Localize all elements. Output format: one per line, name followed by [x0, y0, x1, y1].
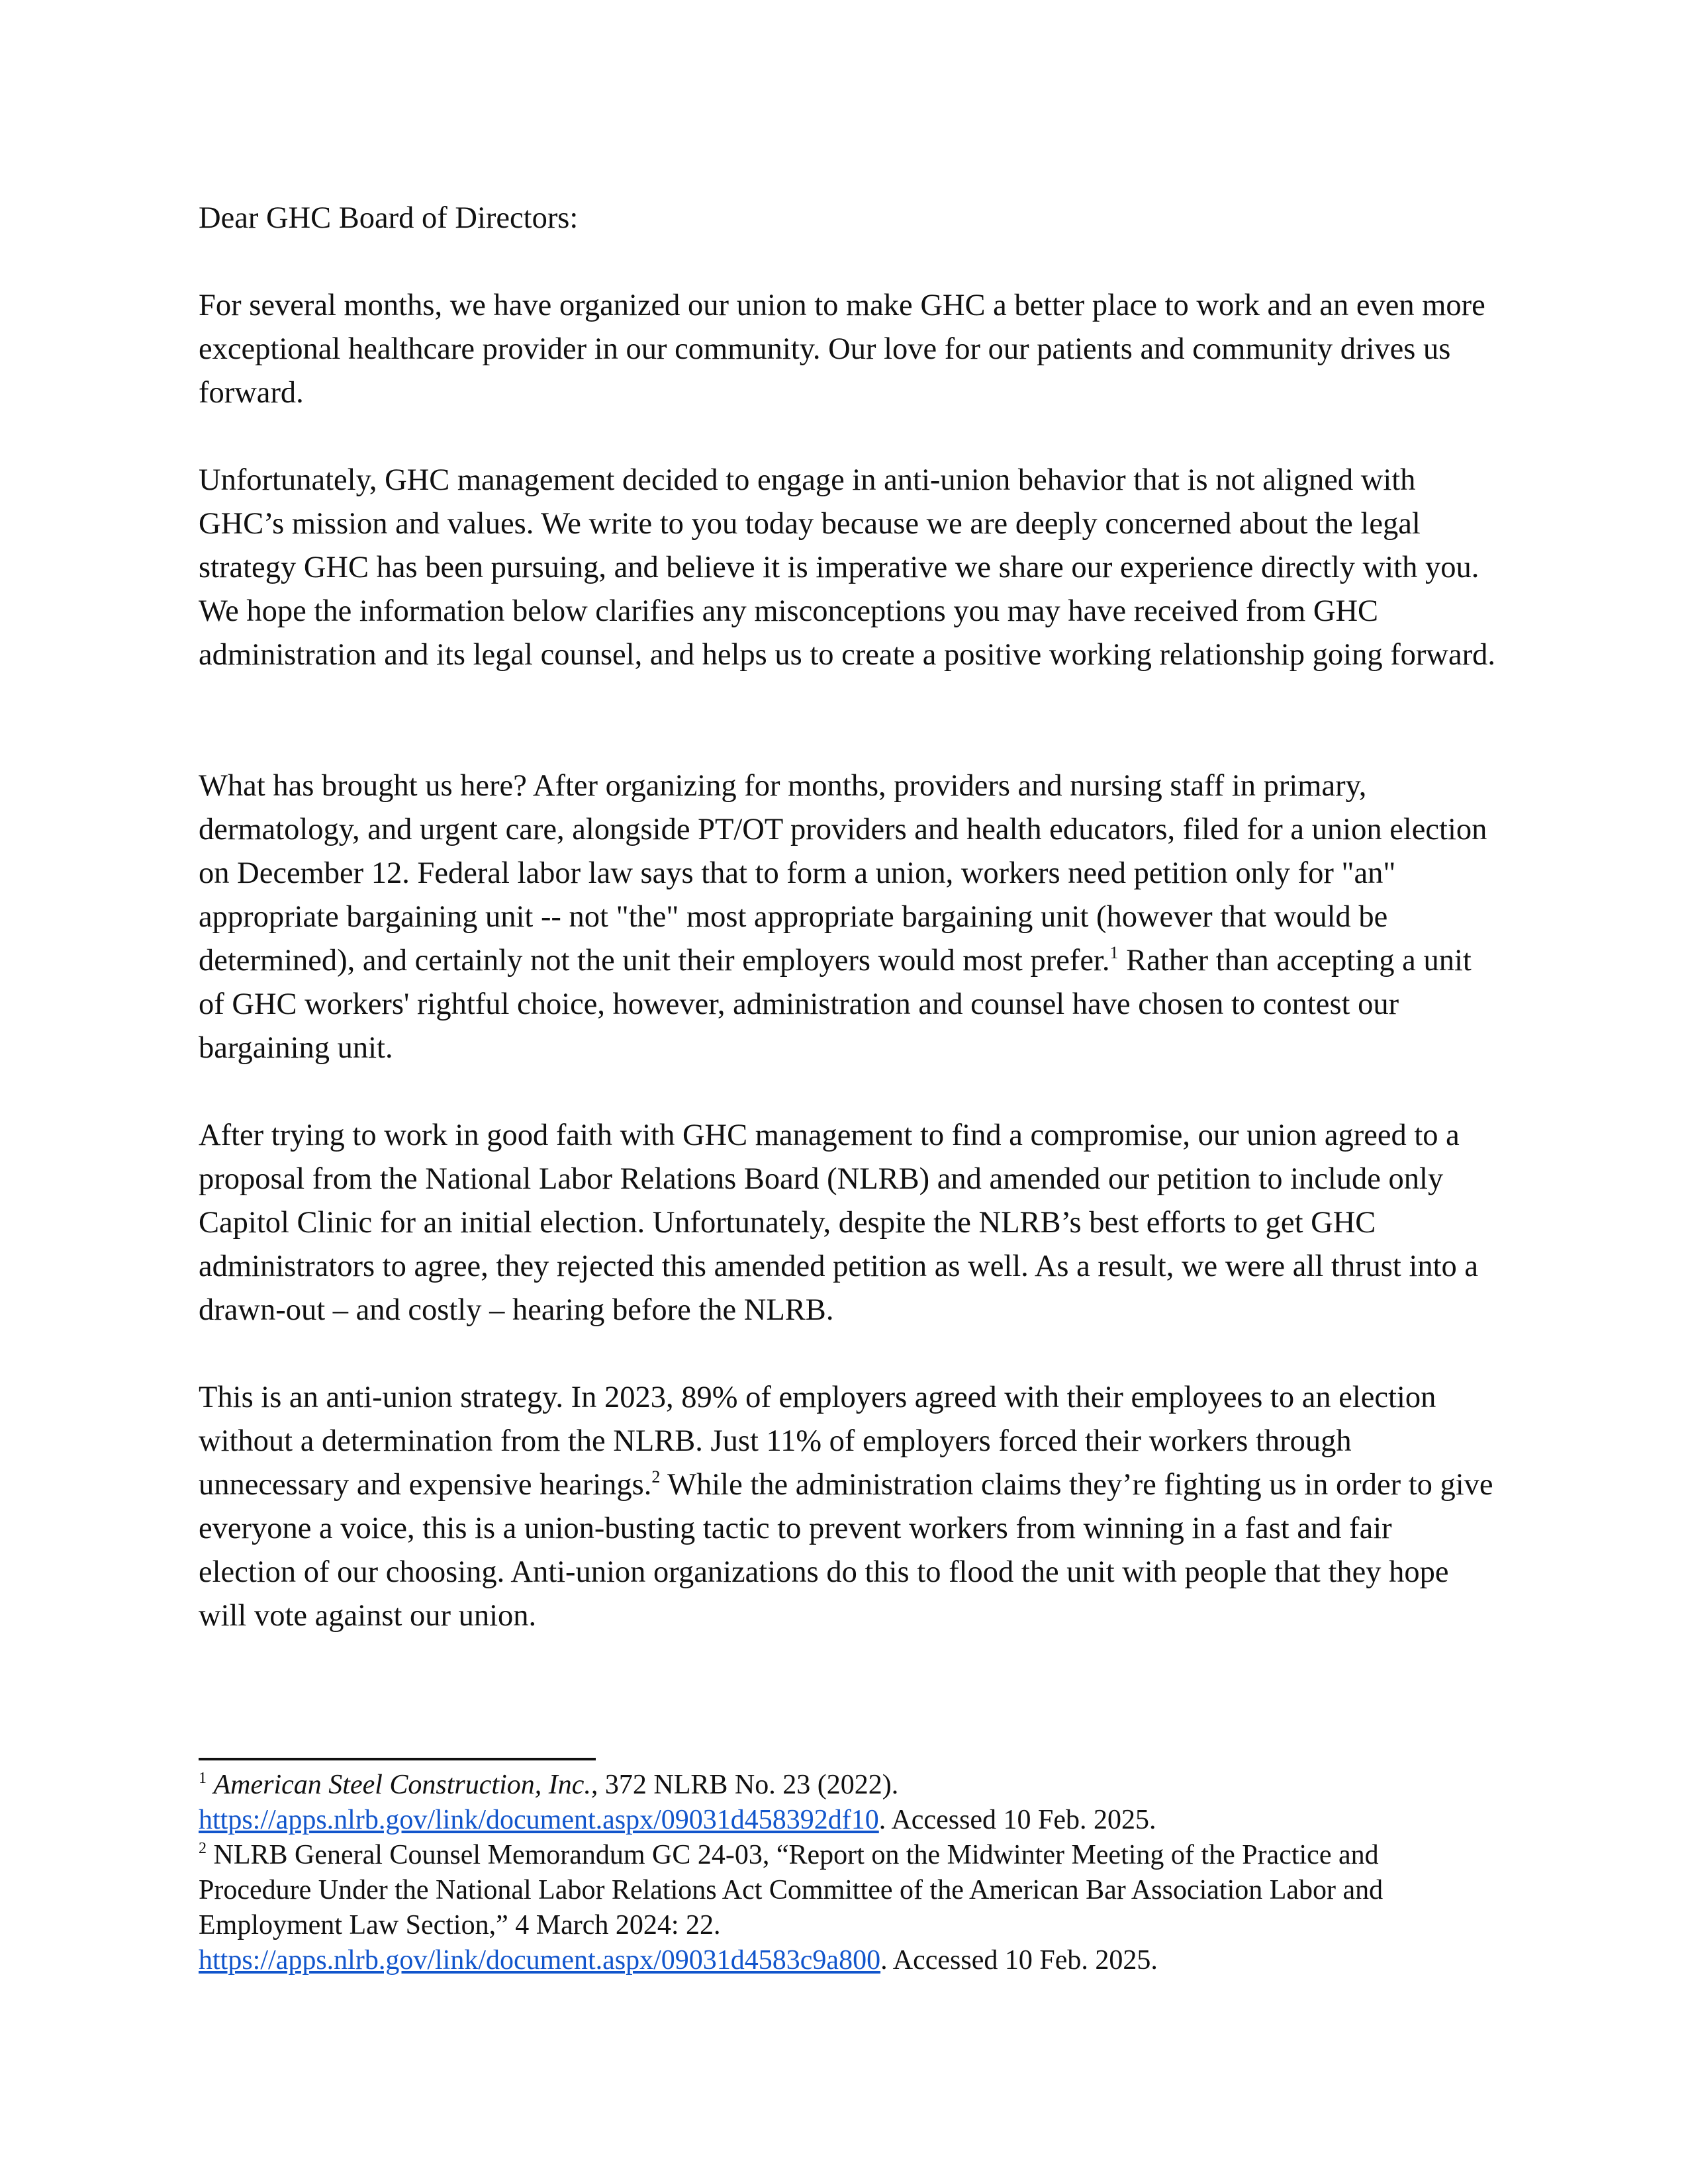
paragraph-2: Unfortunately, GHC management decided to engage in anti-union behavior that is not aligned with GHC’s mission and values. We write to you today because we are deeply concerned about the legal strategy GHC has been pursuing, and believe it is imperative we share our experience directly with you. We hope the information below clarifies any misconceptions you may have received from GHC administration and its legal counsel, and helps us to create a positive working relationship going forward. [199, 463, 1495, 672]
footnote-ref-1: 1 [1109, 943, 1119, 962]
paragraph-5-text-a: This is an anti-union strategy. In 2023, 89% of employers agreed with their employees to an election without a determination from the NLRB. Just 11% of employers forced their workers through unnecessary and expensive hearings. [199, 1381, 1436, 1502]
paragraph-1: For several months, we have organized our union to make GHC a better place to work and an even more exceptional healthcare provider in our community. Our love for our patients and community drives us forward. [199, 289, 1485, 410]
footnote-2-accessed: . Accessed 10 Feb. 2025. [880, 1945, 1158, 1976]
footnote-ref-2: 2 [651, 1467, 661, 1486]
paragraph-4: After trying to work in good faith with GHC management to find a compromise, our union agreed to a proposal from the National Labor Relations Board (NLRB) and amended our petition to include only Capitol Clinic for an initial election. Unfortunately, despite the NLRB’s best efforts to get GHC administrators to agree, they rejected this amended petition as well. As a result, we were all thrust into a drawn-out – and costly – hearing before the NLRB. [199, 1118, 1479, 1327]
footnote-1-case-name: American Steel Construction, Inc., [213, 1770, 598, 1800]
footnote-2-link[interactable]: https://apps.nlrb.gov/link/document.aspx/09031d4583c9a800 [199, 1945, 881, 1976]
footnote-separator [199, 1758, 596, 1760]
footnotes [199, 1768, 1496, 1978]
footnote-2-number: 2 [199, 1840, 207, 1857]
paragraph-5 [199, 1376, 1496, 1638]
footnote-2 [199, 1838, 1496, 1978]
footnote-2-citation: NLRB General Counsel Memorandum GC 24-03, “Report on the Midwinter Meeting of the Practice and Procedure Under the National Labor Relations Act Committee of the American Bar Association Labor and Employment Law Section,” 4 March 2024: 22. [199, 1840, 1383, 1940]
footnote-1-link[interactable]: https://apps.nlrb.gov/link/document.aspx/09031d458392df10 [199, 1805, 879, 1835]
paragraph-3-text-a: What has brought us here? After organizing for months, providers and nursing staff in primary, dermatology, and urgent care, alongside PT/OT providers and health educators, filed for a union election on December 12. Federal labor law says that to form a union, workers need petition only for "an" appropriate bargaining unit -- not "the" most appropriate bargaining unit (however that would be determined), and certainly not the unit their employers would most prefer. [199, 769, 1487, 978]
salutation: Dear GHC Board of Directors: [199, 201, 579, 235]
footnote-1-number: 1 [199, 1770, 207, 1787]
paragraph-3 [199, 764, 1496, 1070]
paragraph-3-text-b: Rather than accepting a unit of GHC workers' rightful choice, however, administration and counsel have chosen to contest our bargaining unit. [199, 944, 1472, 1065]
footnote-1 [199, 1768, 1496, 1838]
footnote-1-accessed: . Accessed 10 Feb. 2025. [878, 1805, 1156, 1835]
paragraph-5-text-b: While the administration claims they’re fighting us in order to give everyone a voice, this is a union-busting tactic to prevent workers from winning in a fast and fair election of our choosing. Anti-union organizations do this to flood the unit with people that they hope will vote against our union. [199, 1468, 1493, 1633]
footnote-1-citation: 372 NLRB No. 23 (2022). [598, 1770, 899, 1800]
